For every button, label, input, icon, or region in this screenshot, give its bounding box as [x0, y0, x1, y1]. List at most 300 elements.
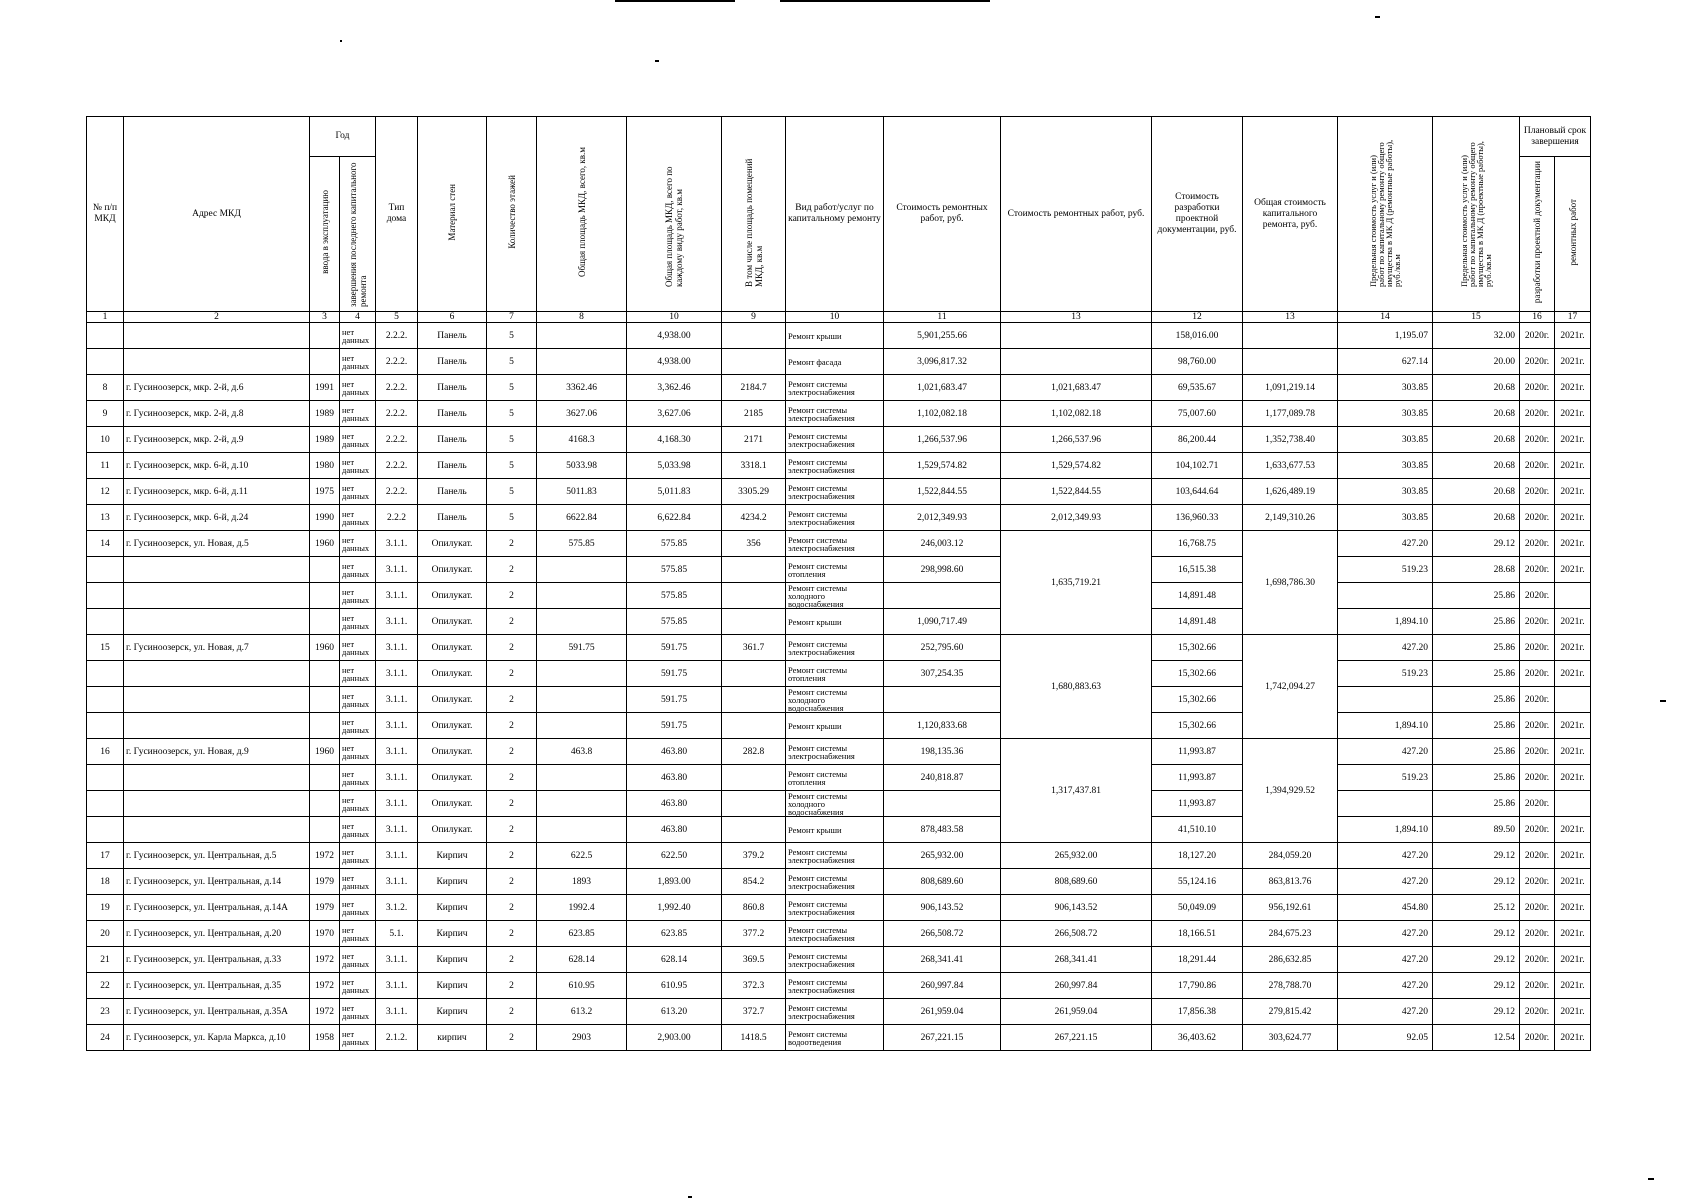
term-design-cell: 2020г. — [1520, 427, 1555, 453]
work-type-cell: Ремонт системы холодного водоснабжения — [786, 791, 884, 817]
work-type-cell: Ремонт системы холодного водоснабжения — [786, 687, 884, 713]
last-repair-cell: нет данных — [340, 375, 376, 401]
design-cost-cell: 15,302.66 — [1152, 661, 1243, 687]
repair-cost-cell: 261,959.04 — [884, 999, 1001, 1025]
last-repair-cell: нет данных — [340, 1025, 376, 1051]
header-repair-cost: Стоимость ремонтных работ, руб. — [884, 117, 1001, 312]
term-repair-cell: 2021г. — [1555, 375, 1591, 401]
premises-area-cell: 372.3 — [722, 973, 786, 999]
house-type-cell: 3.1.1. — [376, 609, 418, 635]
limit-repair-cell: 303.85 — [1338, 453, 1433, 479]
limit-repair-cell: 519.23 — [1338, 765, 1433, 791]
commission-year-cell: 1960 — [310, 531, 340, 557]
commission-year-cell: 1960 — [310, 635, 340, 661]
repair-cost-cell: 878,483.58 — [884, 817, 1001, 843]
address-cell — [124, 557, 310, 583]
house-type-cell: 2.2.2 — [376, 505, 418, 531]
house-type-cell: 3.1.1. — [376, 661, 418, 687]
term-design-cell: 2020г. — [1520, 583, 1555, 609]
total-area-cell: 623.85 — [537, 921, 627, 947]
floors-cell: 2 — [487, 1025, 537, 1051]
commission-year-cell — [310, 817, 340, 843]
limit-repair-cell: 303.85 — [1338, 401, 1433, 427]
last-repair-cell: нет данных — [340, 479, 376, 505]
last-repair-cell: нет данных — [340, 453, 376, 479]
wall-material-cell: Опилукат. — [418, 713, 487, 739]
address-cell — [124, 661, 310, 687]
area-per-work-cell: 575.85 — [627, 557, 722, 583]
premises-area-cell: 3305.29 — [722, 479, 786, 505]
premises-area-cell: 860.8 — [722, 895, 786, 921]
design-cost-cell: 11,993.87 — [1152, 765, 1243, 791]
term-repair-cell: 2021г. — [1555, 921, 1591, 947]
row-number: 18 — [87, 869, 124, 895]
table-row — [87, 635, 1591, 661]
limit-repair-cell — [1338, 687, 1433, 713]
area-per-work-cell: 4,938.00 — [627, 349, 722, 375]
column-number: 4 — [340, 312, 376, 323]
total-area-cell: 610.95 — [537, 973, 627, 999]
column-number: 14 — [1338, 312, 1433, 323]
last-repair-cell: нет данных — [340, 427, 376, 453]
repair-cost-total-cell: 265,932.00 — [1001, 843, 1152, 869]
repair-cost-total-cell: 906,143.52 — [1001, 895, 1152, 921]
overall-cost-cell: 1,698,786.30 — [1243, 531, 1338, 635]
limit-design-cell: 12.54 — [1433, 1025, 1520, 1051]
term-repair-cell: 2021г. — [1555, 531, 1591, 557]
last-repair-cell: нет данных — [340, 557, 376, 583]
area-per-work-cell: 575.85 — [627, 531, 722, 557]
table-row — [87, 791, 1591, 817]
commission-year-cell — [310, 687, 340, 713]
repair-cost-cell: 1,522,844.55 — [884, 479, 1001, 505]
floors-cell: 2 — [487, 661, 537, 687]
limit-repair-cell — [1338, 791, 1433, 817]
floors-cell: 2 — [487, 869, 537, 895]
wall-material-cell: Опилукат. — [418, 687, 487, 713]
house-type-cell: 3.1.1. — [376, 999, 418, 1025]
premises-area-cell: 854.2 — [722, 869, 786, 895]
area-per-work-cell: 613.20 — [627, 999, 722, 1025]
last-repair-cell: нет данных — [340, 739, 376, 765]
repair-cost-cell: 266,508.72 — [884, 921, 1001, 947]
row-number — [87, 765, 124, 791]
overall-cost-cell: 1,091,219.14 — [1243, 375, 1338, 401]
address-cell: г. Гусиноозерск, ул. Карла Маркса, д.10 — [124, 1025, 310, 1051]
limit-design-cell: 20.68 — [1433, 453, 1520, 479]
address-cell: г. Гусиноозерск, мкр. 2-й, д.6 — [124, 375, 310, 401]
address-cell: г. Гусиноозерск, мкр. 2-й, д.8 — [124, 401, 310, 427]
table-row — [87, 401, 1591, 427]
area-per-work-cell: 1,893.00 — [627, 869, 722, 895]
wall-material-cell: Кирпич — [418, 973, 487, 999]
work-type-cell: Ремонт системы электроснабжения — [786, 921, 884, 947]
house-type-cell: 2.2.2. — [376, 453, 418, 479]
work-type-cell: Ремонт системы электроснабжения — [786, 427, 884, 453]
limit-design-cell: 20.68 — [1433, 427, 1520, 453]
term-design-cell: 2020г. — [1520, 505, 1555, 531]
column-number: 17 — [1555, 312, 1591, 323]
area-per-work-cell: 3,362.46 — [627, 375, 722, 401]
address-cell: г. Гусиноозерск, мкр. 6-й, д.24 — [124, 505, 310, 531]
repair-cost-cell: 198,135.36 — [884, 739, 1001, 765]
floors-cell: 2 — [487, 583, 537, 609]
house-type-cell: 3.1.1. — [376, 557, 418, 583]
floors-cell: 2 — [487, 739, 537, 765]
table-body — [87, 323, 1591, 1051]
design-cost-cell: 136,960.33 — [1152, 505, 1243, 531]
term-repair-cell: 2021г. — [1555, 739, 1591, 765]
term-repair-cell: 2021г. — [1555, 453, 1591, 479]
wall-material-cell: Опилукат. — [418, 609, 487, 635]
total-area-cell: 5033.98 — [537, 453, 627, 479]
total-area-cell — [537, 765, 627, 791]
design-cost-cell: 36,403.62 — [1152, 1025, 1243, 1051]
term-design-cell: 2020г. — [1520, 661, 1555, 687]
table-row — [87, 479, 1591, 505]
house-type-cell: 3.1.1. — [376, 973, 418, 999]
work-type-cell: Ремонт системы электроснабжения — [786, 739, 884, 765]
limit-repair-cell: 627.14 — [1338, 349, 1433, 375]
limit-repair-cell: 427.20 — [1338, 843, 1433, 869]
commission-year-cell — [310, 557, 340, 583]
term-design-cell: 2020г. — [1520, 817, 1555, 843]
address-cell — [124, 609, 310, 635]
floors-cell: 2 — [487, 765, 537, 791]
overall-cost-cell: 863,813.76 — [1243, 869, 1338, 895]
house-type-cell: 3.1.1. — [376, 687, 418, 713]
design-cost-cell: 55,124.16 — [1152, 869, 1243, 895]
overall-cost-cell: 278,788.70 — [1243, 973, 1338, 999]
limit-design-cell: 25.86 — [1433, 765, 1520, 791]
header-floors: Количество этажей — [487, 117, 537, 312]
last-repair-cell: нет данных — [340, 921, 376, 947]
term-design-cell: 2020г. — [1520, 869, 1555, 895]
wall-material-cell: Панель — [418, 375, 487, 401]
house-type-cell: 2.2.2. — [376, 323, 418, 349]
scan-mark — [615, 0, 735, 2]
limit-repair-cell: 303.85 — [1338, 505, 1433, 531]
limit-repair-cell: 1,894.10 — [1338, 609, 1433, 635]
last-repair-cell: нет данных — [340, 609, 376, 635]
row-number — [87, 557, 124, 583]
wall-material-cell: Кирпич — [418, 895, 487, 921]
row-number: 11 — [87, 453, 124, 479]
address-cell: г. Гусиноозерск, мкр. 2-й, д.9 — [124, 427, 310, 453]
design-cost-cell: 11,993.87 — [1152, 791, 1243, 817]
area-per-work-cell: 4,168.30 — [627, 427, 722, 453]
area-per-work-cell: 6,622.84 — [627, 505, 722, 531]
house-type-cell: 5.1. — [376, 921, 418, 947]
scan-mark — [1660, 700, 1666, 702]
row-number: 8 — [87, 375, 124, 401]
term-design-cell: 2020г. — [1520, 323, 1555, 349]
address-cell: г. Гусиноозерск, ул. Центральная, д.14А — [124, 895, 310, 921]
term-design-cell: 2020г. — [1520, 349, 1555, 375]
repair-cost-total-cell: 1,102,082.18 — [1001, 401, 1152, 427]
column-number: 13 — [1001, 312, 1152, 323]
address-cell — [124, 713, 310, 739]
design-cost-cell: 75,007.60 — [1152, 401, 1243, 427]
work-type-cell: Ремонт системы электроснабжения — [786, 895, 884, 921]
limit-design-cell: 25.86 — [1433, 791, 1520, 817]
premises-area-cell: 4234.2 — [722, 505, 786, 531]
term-design-cell: 2020г. — [1520, 479, 1555, 505]
area-per-work-cell: 591.75 — [627, 713, 722, 739]
house-type-cell: 3.1.1. — [376, 947, 418, 973]
table-row — [87, 713, 1591, 739]
term-repair-cell: 2021г. — [1555, 609, 1591, 635]
floors-cell: 2 — [487, 999, 537, 1025]
commission-year-cell: 1972 — [310, 843, 340, 869]
work-type-cell: Ремонт системы электроснабжения — [786, 479, 884, 505]
last-repair-cell: нет данных — [340, 531, 376, 557]
column-number: 9 — [722, 312, 786, 323]
header-address: Адрес МКД — [124, 117, 310, 312]
table-row — [87, 323, 1591, 349]
work-type-cell: Ремонт системы электроснабжения — [786, 453, 884, 479]
term-repair-cell: 2021г. — [1555, 1025, 1591, 1051]
term-design-cell: 2020г. — [1520, 947, 1555, 973]
address-cell: г. Гусиноозерск, ул. Центральная, д.35А — [124, 999, 310, 1025]
header-repair-cost-total: Стоимость ремонтных работ, руб. — [1001, 117, 1152, 312]
overall-cost-cell: 1,742,094.27 — [1243, 635, 1338, 739]
overall-cost-cell: 284,675.23 — [1243, 921, 1338, 947]
limit-design-cell: 29.12 — [1433, 531, 1520, 557]
address-cell: г. Гусиноозерск, ул. Центральная, д.35 — [124, 973, 310, 999]
repair-cost-cell: 1,120,833.68 — [884, 713, 1001, 739]
address-cell — [124, 687, 310, 713]
term-repair-cell: 2021г. — [1555, 843, 1591, 869]
repair-cost-cell: 298,998.60 — [884, 557, 1001, 583]
design-cost-cell: 50,049.09 — [1152, 895, 1243, 921]
limit-repair-cell: 1,894.10 — [1338, 713, 1433, 739]
last-repair-cell: нет данных — [340, 401, 376, 427]
floors-cell: 2 — [487, 713, 537, 739]
term-repair-cell: 2021г. — [1555, 973, 1591, 999]
limit-design-cell: 25.86 — [1433, 713, 1520, 739]
last-repair-cell: нет данных — [340, 869, 376, 895]
house-type-cell: 2.2.2. — [376, 479, 418, 505]
address-cell: г. Гусиноозерск, ул. Центральная, д.5 — [124, 843, 310, 869]
design-cost-cell: 158,016.00 — [1152, 323, 1243, 349]
table-row — [87, 973, 1591, 999]
row-number — [87, 687, 124, 713]
last-repair-cell: нет данных — [340, 349, 376, 375]
term-design-cell: 2020г. — [1520, 531, 1555, 557]
wall-material-cell: Панель — [418, 427, 487, 453]
row-number — [87, 583, 124, 609]
row-number — [87, 713, 124, 739]
column-number: 16 — [1520, 312, 1555, 323]
overall-cost-cell — [1243, 349, 1338, 375]
wall-material-cell: Опилукат. — [418, 661, 487, 687]
house-type-cell: 2.2.2. — [376, 401, 418, 427]
last-repair-cell: нет данных — [340, 583, 376, 609]
commission-year-cell: 1991 — [310, 375, 340, 401]
term-repair-cell: 2021г. — [1555, 895, 1591, 921]
total-area-cell: 3627.06 — [537, 401, 627, 427]
column-number: 10 — [627, 312, 722, 323]
row-number: 22 — [87, 973, 124, 999]
limit-repair-cell: 519.23 — [1338, 557, 1433, 583]
header-work-type: Вид работ/услуг по капитальному ремонту — [786, 117, 884, 312]
column-number: 10 — [786, 312, 884, 323]
overall-cost-cell: 2,149,310.26 — [1243, 505, 1338, 531]
total-area-cell — [537, 661, 627, 687]
repair-cost-cell: 1,266,537.96 — [884, 427, 1001, 453]
premises-area-cell: 372.7 — [722, 999, 786, 1025]
commission-year-cell: 1979 — [310, 869, 340, 895]
limit-repair-cell: 427.20 — [1338, 869, 1433, 895]
total-area-cell: 1893 — [537, 869, 627, 895]
area-per-work-cell: 4,938.00 — [627, 323, 722, 349]
wall-material-cell: Опилукат. — [418, 739, 487, 765]
repair-cost-total-cell: 808,689.60 — [1001, 869, 1152, 895]
term-repair-cell: 2021г. — [1555, 713, 1591, 739]
design-cost-cell: 16,515.38 — [1152, 557, 1243, 583]
area-per-work-cell: 2,903.00 — [627, 1025, 722, 1051]
row-number — [87, 609, 124, 635]
address-cell: г. Гусиноозерск, ул. Новая, д.5 — [124, 531, 310, 557]
repair-cost-cell — [884, 687, 1001, 713]
term-design-cell: 2020г. — [1520, 895, 1555, 921]
address-cell: г. Гусиноозерск, ул. Новая, д.9 — [124, 739, 310, 765]
row-number: 10 — [87, 427, 124, 453]
limit-design-cell: 89.50 — [1433, 817, 1520, 843]
wall-material-cell: Кирпич — [418, 869, 487, 895]
repair-cost-total-cell: 1,635,719.21 — [1001, 531, 1152, 635]
house-type-cell: 2.2.2. — [376, 375, 418, 401]
design-cost-cell: 11,993.87 — [1152, 739, 1243, 765]
header-term-design: разработки проектной документации — [1520, 157, 1555, 312]
address-cell: г. Гусиноозерск, ул. Центральная, д.20 — [124, 921, 310, 947]
limit-repair-cell: 427.20 — [1338, 531, 1433, 557]
wall-material-cell: Панель — [418, 349, 487, 375]
wall-material-cell: Панель — [418, 401, 487, 427]
wall-material-cell: Опилукат. — [418, 817, 487, 843]
repair-cost-total-cell: 1,317,437.81 — [1001, 739, 1152, 843]
commission-year-cell: 1958 — [310, 1025, 340, 1051]
repair-cost-cell: 260,997.84 — [884, 973, 1001, 999]
last-repair-cell: нет данных — [340, 635, 376, 661]
table-row — [87, 661, 1591, 687]
design-cost-cell: 18,127.20 — [1152, 843, 1243, 869]
repair-cost-cell — [884, 791, 1001, 817]
premises-area-cell: 1418.5 — [722, 1025, 786, 1051]
limit-design-cell: 32.00 — [1433, 323, 1520, 349]
repair-cost-total-cell — [1001, 349, 1152, 375]
commission-year-cell: 1972 — [310, 947, 340, 973]
floors-cell: 2 — [487, 947, 537, 973]
total-area-cell: 622.5 — [537, 843, 627, 869]
table-row — [87, 765, 1591, 791]
commission-year-cell: 1979 — [310, 895, 340, 921]
design-cost-cell: 41,510.10 — [1152, 817, 1243, 843]
repair-cost-cell: 240,818.87 — [884, 765, 1001, 791]
table-row — [87, 895, 1591, 921]
table-row — [87, 817, 1591, 843]
header-overall-cost: Общая стоимость капитального ремонта, руб. — [1243, 117, 1338, 312]
header-limit-repair: Предельная стоимость услуг и (или) работ по капитальному ремонту общего имущества в МК Д (ремонтные работы), руб./кв.м — [1338, 117, 1433, 312]
house-type-cell: 3.1.1. — [376, 869, 418, 895]
repair-cost-cell: 1,529,574.82 — [884, 453, 1001, 479]
term-repair-cell — [1555, 791, 1591, 817]
work-type-cell: Ремонт системы электроснабжения — [786, 401, 884, 427]
wall-material-cell: Панель — [418, 323, 487, 349]
floors-cell: 5 — [487, 505, 537, 531]
premises-area-cell — [722, 791, 786, 817]
area-per-work-cell: 623.85 — [627, 921, 722, 947]
total-area-cell: 6622.84 — [537, 505, 627, 531]
table-row — [87, 557, 1591, 583]
last-repair-cell: нет данных — [340, 947, 376, 973]
last-repair-cell: нет данных — [340, 323, 376, 349]
commission-year-cell — [310, 609, 340, 635]
term-design-cell: 2020г. — [1520, 635, 1555, 661]
total-area-cell — [537, 609, 627, 635]
floors-cell: 2 — [487, 843, 537, 869]
total-area-cell: 4168.3 — [537, 427, 627, 453]
term-repair-cell: 2021г. — [1555, 999, 1591, 1025]
repair-cost-cell: 267,221.15 — [884, 1025, 1001, 1051]
row-number — [87, 323, 124, 349]
wall-material-cell: Кирпич — [418, 843, 487, 869]
overall-cost-cell — [1243, 323, 1338, 349]
last-repair-cell: нет данных — [340, 817, 376, 843]
work-type-cell: Ремонт фасада — [786, 349, 884, 375]
row-number: 19 — [87, 895, 124, 921]
overall-cost-cell: 284,059.20 — [1243, 843, 1338, 869]
overall-cost-cell: 303,624.77 — [1243, 1025, 1338, 1051]
design-cost-cell: 18,166.51 — [1152, 921, 1243, 947]
premises-area-cell: 2171 — [722, 427, 786, 453]
area-per-work-cell: 5,011.83 — [627, 479, 722, 505]
area-per-work-cell: 628.14 — [627, 947, 722, 973]
row-number — [87, 791, 124, 817]
row-number: 12 — [87, 479, 124, 505]
premises-area-cell — [722, 765, 786, 791]
total-area-cell: 2903 — [537, 1025, 627, 1051]
floors-cell: 2 — [487, 557, 537, 583]
area-per-work-cell: 591.75 — [627, 661, 722, 687]
term-repair-cell: 2021г. — [1555, 817, 1591, 843]
last-repair-cell: нет данных — [340, 505, 376, 531]
floors-cell: 2 — [487, 791, 537, 817]
area-per-work-cell: 463.80 — [627, 791, 722, 817]
limit-design-cell: 29.12 — [1433, 921, 1520, 947]
total-area-cell: 575.85 — [537, 531, 627, 557]
wall-material-cell: Панель — [418, 505, 487, 531]
header-total-area: Общая площадь МКД, всего, кв.м — [537, 117, 627, 312]
limit-repair-cell: 427.20 — [1338, 999, 1433, 1025]
work-type-cell: Ремонт системы электроснабжения — [786, 973, 884, 999]
overall-cost-cell: 1,352,738.40 — [1243, 427, 1338, 453]
area-per-work-cell: 1,992.40 — [627, 895, 722, 921]
house-type-cell: 2.1.2. — [376, 1025, 418, 1051]
row-number: 9 — [87, 401, 124, 427]
premises-area-cell — [722, 583, 786, 609]
wall-material-cell: Опилукат. — [418, 765, 487, 791]
premises-area-cell: 282.8 — [722, 739, 786, 765]
limit-design-cell: 25.86 — [1433, 583, 1520, 609]
limit-design-cell: 20.68 — [1433, 375, 1520, 401]
design-cost-cell: 98,760.00 — [1152, 349, 1243, 375]
table-row — [87, 375, 1591, 401]
term-repair-cell: 2021г. — [1555, 869, 1591, 895]
total-area-cell — [537, 583, 627, 609]
house-type-cell: 3.1.1. — [376, 583, 418, 609]
